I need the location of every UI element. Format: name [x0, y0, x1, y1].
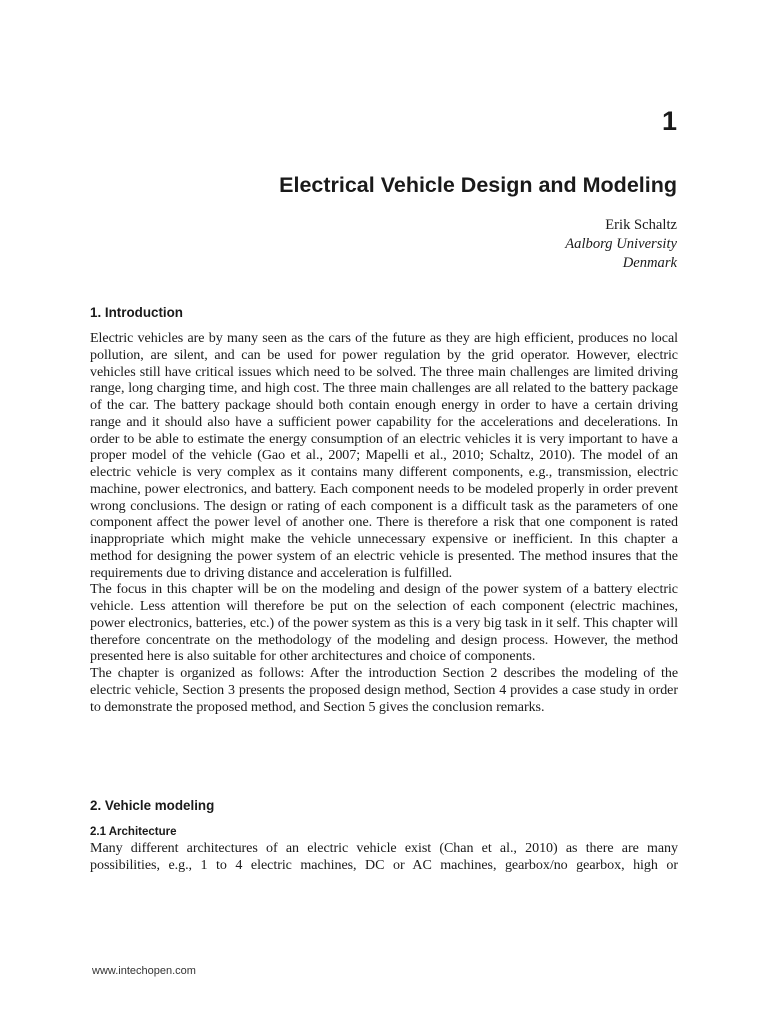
architecture-body	[90, 840, 678, 874]
author-name: Erik Schaltz	[605, 217, 677, 233]
chapter-title: Electrical Vehicle Design and Modeling	[279, 173, 677, 197]
introduction-body	[90, 330, 678, 715]
paragraph: The focus in this chapter will be on the modeling and design of the power system of a battery electric vehicle. Less attention will therefore be put on the selection of each component (electric machines, power electronics, batteries, etc.) of the power system as this is a very big task in it self. This chapter will therefore concentrate on the methodology of the modeling and design process. However, the method presented here is also suitable for other architectures and choice of components.	[90, 581, 678, 665]
paragraph: Many different architectures of an electric vehicle exist (Chan et al., 2010) as there are many possibilities, e.g., 1 to 4 electric machines, DC or AC machines, gearbox/no gearbox, high or	[90, 840, 678, 873]
footer-url: www.intechopen.com	[92, 965, 196, 977]
section-heading-introduction: 1. Introduction	[90, 305, 183, 320]
chapter-number: 1	[661, 106, 677, 136]
author-institution: Aalborg University	[565, 236, 677, 252]
paragraph: The chapter is organized as follows: After the introduction Section 2 describes the modeling of the electric vehicle, Section 3 presents the proposed design method, Section 4 provides a case study in order to demonstrate the proposed method, and Section 5 gives the conclusion remarks.	[90, 665, 678, 715]
author-country: Denmark	[622, 255, 677, 271]
paragraph: Electric vehicles are by many seen as the cars of the future as they are high efficient, produces no local pollution, are silent, and can be used for power regulation by the grid operator. However, electric vehicles still have critical issues which need to be solved. The three main challenges are limited driving range, long charging time, and high cost. The three main challenges are all related to the battery package of the car. The battery package should both contain enough energy in order to have a certain driving range and it should also have a sufficient power capability for the accelerations and decelerations. In order to be able to estimate the energy consumption of an electric vehicles it is very important to have a proper model of the vehicle (Gao et al., 2007; Mapelli et al., 2010; Schaltz, 2010). The model of an electric vehicle is very complex as it contains many different components, e.g., transmission, electric machine, power electronics, and battery. Each component needs to be modeled properly in order prevent wrong conclusions. The design or rating of each component is a difficult task as the parameters of one component affect the power level of another one. There is therefore a risk that one component is rated inappropriate which might make the vehicle unnecessary expensive or inefficient. In this chapter a method for designing the power system of an electric vehicle is presented. The method insures that the requirements due to driving distance and acceleration is fulfilled.	[90, 330, 678, 581]
section-heading-vehicle-modeling: 2. Vehicle modeling	[90, 798, 215, 813]
subsection-heading-architecture: 2.1 Architecture	[90, 826, 177, 838]
author-block	[565, 216, 677, 273]
